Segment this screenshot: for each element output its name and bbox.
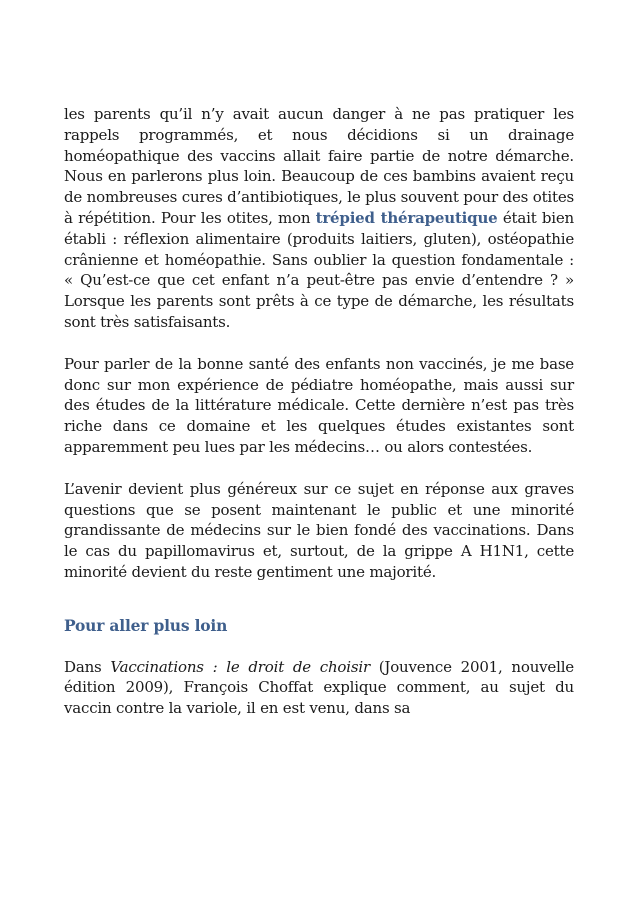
keyword-highlight: trépied thérapeutique [315, 208, 498, 227]
body-paragraph-4 [64, 657, 574, 719]
section-heading: Pour aller plus loin [64, 615, 228, 635]
body-paragraph-2: Pour parler de la bonne santé des enfants non vaccinés, je me base donc sur mon expérience de pédiatre homéopathe, mais aussi sur des études de la littérature médicale. Cette dernière n’est pas très riche dans ce domaine et les quelques études existantes sont apparemment peu lues par les médecins… ou alors contestées. [64, 354, 574, 456]
paragraph-4-text-start: Dans [64, 657, 111, 676]
paragraph-1-text-end: était bien établi : réflexion alimentaire (produits laitiers, gluten), ostéopathie crânienne et homéopathie. Sans oublier la question fondamentale : « Qu’est-ce que cet enfant n’a peut-être pas envie d’entendre ? » Lorsque les parents sont prêts à ce type de démarche, les résultats sont très satisfaisants. [64, 208, 574, 331]
body-paragraph-3: L’avenir devient plus généreux sur ce sujet en réponse aux graves questions que se posent maintenant le public et une minorité grandissante de médecins sur le bien fondé des vaccinations. Dans le cas du papillomavirus et, surtout, de la grippe A H1N1, cette minorité devient du reste gentiment une majorité. [64, 479, 574, 581]
book-title: Vaccinations : le droit de choisir [110, 657, 370, 676]
paragraph-1-text-start: les parents qu’il n’y avait aucun danger à ne pas pratiquer les rappels programmés, et nous décidions si un drainage homéopathique des vaccins allait faire partie de notre démarche. Nous en parlerons plus loin. Beaucoup de ces bambins avaient reçu de nombreuses cures d’antibiotiques, le plus souvent pour des otites à répétition. Pour les otites, mon [64, 105, 574, 227]
document-page [64, 104, 574, 740]
body-paragraph-1 [64, 104, 574, 333]
paragraph-4-text-end: (Jouvence 2001, nouvelle édition 2009), François Choffat explique comment, au sujet du vaccin contre la variole, il en est venu, dans sa [64, 657, 574, 718]
